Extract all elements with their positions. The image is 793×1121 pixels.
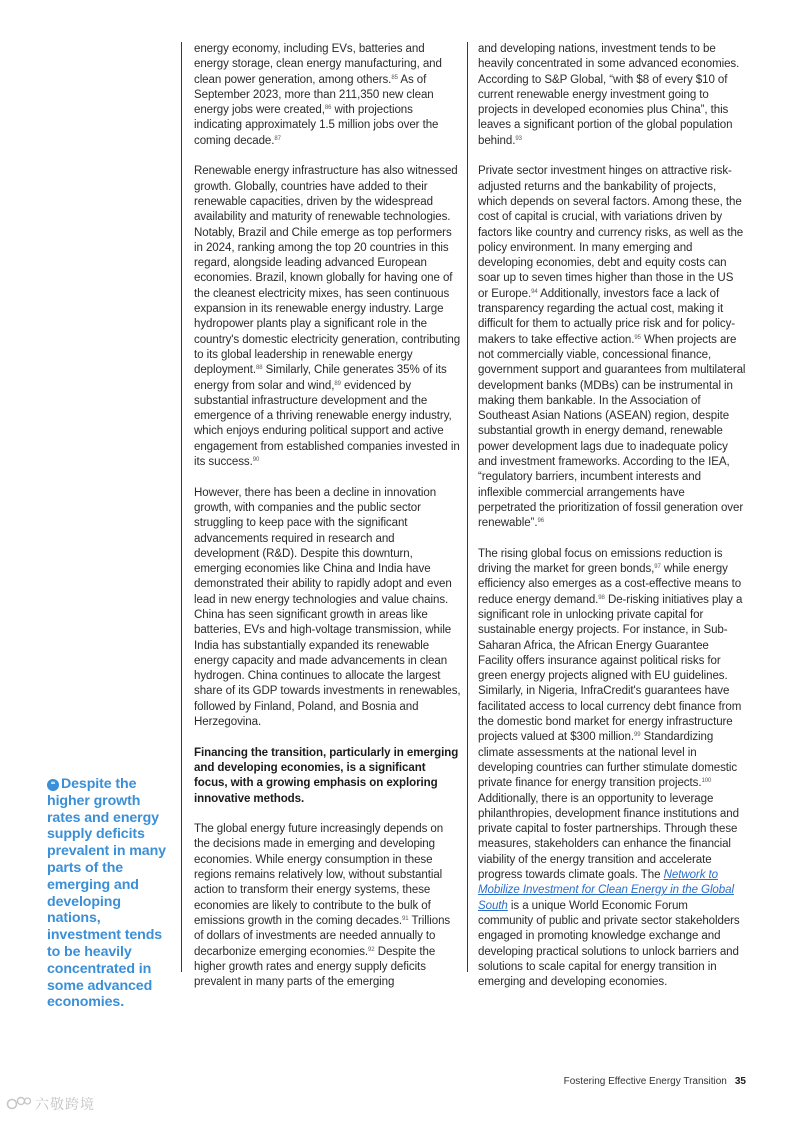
network-link[interactable]: Network to Mobilize Investment for Clean Energy in the Global South	[478, 869, 734, 912]
paragraph: and developing nations, investment tends to be heavily concentrated in some advanced economies. According to S&P Global, “with $8 of every $10 of current renewable energy investment going to projects in developed economies plus China”, this leaves a significant portion of the global population behind.$^{93}$	[478, 43, 740, 147]
paragraph: Private sector investment hinges on attractive risk-adjusted returns and the bankability of projects, which depends on several factors. Among these, the cost of capital is crucial, with variations driven by factors like country and currency risks, as well as the policy environment. In many emerging and developing economies, debt and equity costs can soar up to seven times higher than those in the US or Europe.$^{94}$ Additionally, investors face a lack of transparency regarding the actual cost, making it difficult for them to actually price risk and for policy-makers to take effective action.$^{95}$ When projects are not commercially viable, concessional finance, government support and guarantees from multilateral development banks (MDBs) can be instrumental in making them bankable. In the Association of Southeast Asian Nations (ASEAN) region, despite substantial growth in energy demand, renewable power development lags due to inadequate policy and investment frameworks. According to the IEA, “regulatory barriers, incumbent interests and inflexible commercial arrangements have perpetrated the prioritization of fossil generation over renewable”.$^{96}$	[478, 165, 746, 530]
paragraph: The global energy future increasingly depends on the decisions made in emerging and developing economies. While energy consumption in these regions remains relatively low, without substantial action to transform their energy systems, these economies are likely to contribute to the bulk of emissions growth in the coming decades.$^{91}$ Trillions of dollars of investments are needed annually to decarbonize emerging economies.$^{92}$ Despite the higher growth rates and energy supply deficits prevalent in many parts of the emerging	[194, 823, 451, 989]
watermark-text: 六敬跨境	[35, 1097, 95, 1113]
footnote-ref[interactable]: 92	[368, 946, 375, 953]
page-footer	[564, 1076, 746, 1087]
footnote-ref[interactable]: 90	[252, 457, 260, 464]
footnote-ref[interactable]: 89	[334, 380, 341, 387]
footnote-ref[interactable]: 95	[634, 334, 641, 341]
footnote-ref[interactable]: 96	[537, 518, 544, 525]
text-column-2	[478, 42, 746, 1006]
quote-icon: ❝	[47, 779, 59, 791]
watermark-logo-icon	[6, 1095, 32, 1111]
column-rule-left	[181, 42, 182, 972]
footnote-ref[interactable]: 85	[391, 74, 398, 81]
footnote-ref[interactable]: 86	[324, 105, 332, 112]
paragraph: The rising global focus on emissions reduction is driving the market for green bonds,$^{97}$ while energy efficiency also emerges as a cost-effective means to reduce energy demand.$^{98}$ De-risking initiatives play a significant role in unlocking private capital for sustainable energy projects. For instance, in Sub-Saharan Africa, the African Energy Guarantee Facility offers insurance against political risks for green energy projects aligned with EU guidelines. Similarly, in Nigeria, InfraCredit's guarantees have facilitated access to local currency debt finance from the domestic bond market for energy infrastructure projects valued at $300 million.$^{99}$ Standardizing climate assessments at the national level in developing countries can further stimulate domestic private finance for energy transition projects.$^{100}$ Additionally, there is an opportunity to leverage philanthropies, development finance institutions and private capital to foster partnerships. Through these measures, stakeholders can enhance the financial viability of the energy transition and accelerate progress towards climate goals. The Network to Mobilize Investment for Clean Energy in the Global South is a unique World Economic Forum community of public and private sector stakeholders engaged in promoting knowledge exchange and developing practical solutions to unlock barriers and solutions to scale capital for energy transition in emerging and developing economies.	[478, 547, 743, 989]
footer-title: Fostering Effective Energy Transition	[563, 1076, 727, 1087]
footnote-ref[interactable]: 94	[531, 288, 538, 295]
pull-quote	[47, 776, 175, 1011]
watermark	[6, 1094, 95, 1114]
paragraph: However, there has been a decline in innovation growth, with companies and the public sector struggling to keep pace with the significant advancements required in research and development (R&D). Despite this downturn, emerging economies like China and India have demonstrated their ability to rapidly adopt and even lead in new energy technologies and value chains. China has seen significant growth in areas like batteries, EVs and high-voltage transmission, while India has substantially expanded its renewable energy capacity and made advancements in clean hydrogen. China continues to allocate the largest share of its GDP towards investments in renewables, followed by Finland, Poland, and Bosnia and Herzegovina.	[194, 486, 461, 729]
footnote-ref[interactable]: 97	[654, 564, 661, 571]
footnote-ref[interactable]: 93	[515, 135, 522, 142]
paragraph: energy economy, including EVs, batteries and energy storage, clean energy manufacturing, and clean power generation, among others.$^{85}$ As of September 2023, more than 211,350 new clean energy jobs were created,$^{86}$ with projections indicating approximately 1.5 million jobs over the coming decade.$^{87}$	[194, 43, 442, 147]
footnote-ref[interactable]: 87	[274, 135, 281, 142]
footnote-ref[interactable]: 98	[598, 594, 605, 601]
section-heading: Financing the transition, particularly in emerging and developing economies, is a significant focus, with a growing emphasis on exploring innovative methods.	[194, 746, 459, 805]
footnote-ref[interactable]: 91	[402, 915, 409, 922]
footnote-ref[interactable]: 88	[256, 365, 263, 372]
column-rule-right	[467, 42, 468, 972]
text-column-1	[194, 42, 462, 1006]
page-number: 35	[734, 1076, 746, 1087]
pull-quote-text: Despite the higher growth rates and energy supply deficits prevalent in many parts of the emerging and developing nations, investment tends to be heavily concentrated in some advanced economies.	[47, 776, 166, 1011]
footnote-ref[interactable]: 99	[633, 732, 641, 739]
footnote-ref[interactable]: 100	[701, 778, 712, 785]
paragraph: Renewable energy infrastructure has also witnessed growth. Globally, countries have added to their renewable capacities, driven by the widespread availability and maturity of renewable technologies. Notably, Brazil and Chile emerge as top performers in 2024, ranking among the top 20 countries in this regard, alongside leading advanced European economies. Brazil, known globally for having one of the cleanest electricity mixes, has seen continuous expansion in its renewable energy industry. Large hydropower plants play a significant role in the country's domestic electricity generation, contributing to its global leadership in renewable energy deployment.$^{88}$ Similarly, Chile generates 35% of its energy from solar and wind,$^{89}$ evidenced by substantial infrastructure development and the emergence of a thriving renewable energy industry, which enjoys enduring political support and active engagement from established companies invested in its success.$^{90}$	[194, 165, 461, 469]
